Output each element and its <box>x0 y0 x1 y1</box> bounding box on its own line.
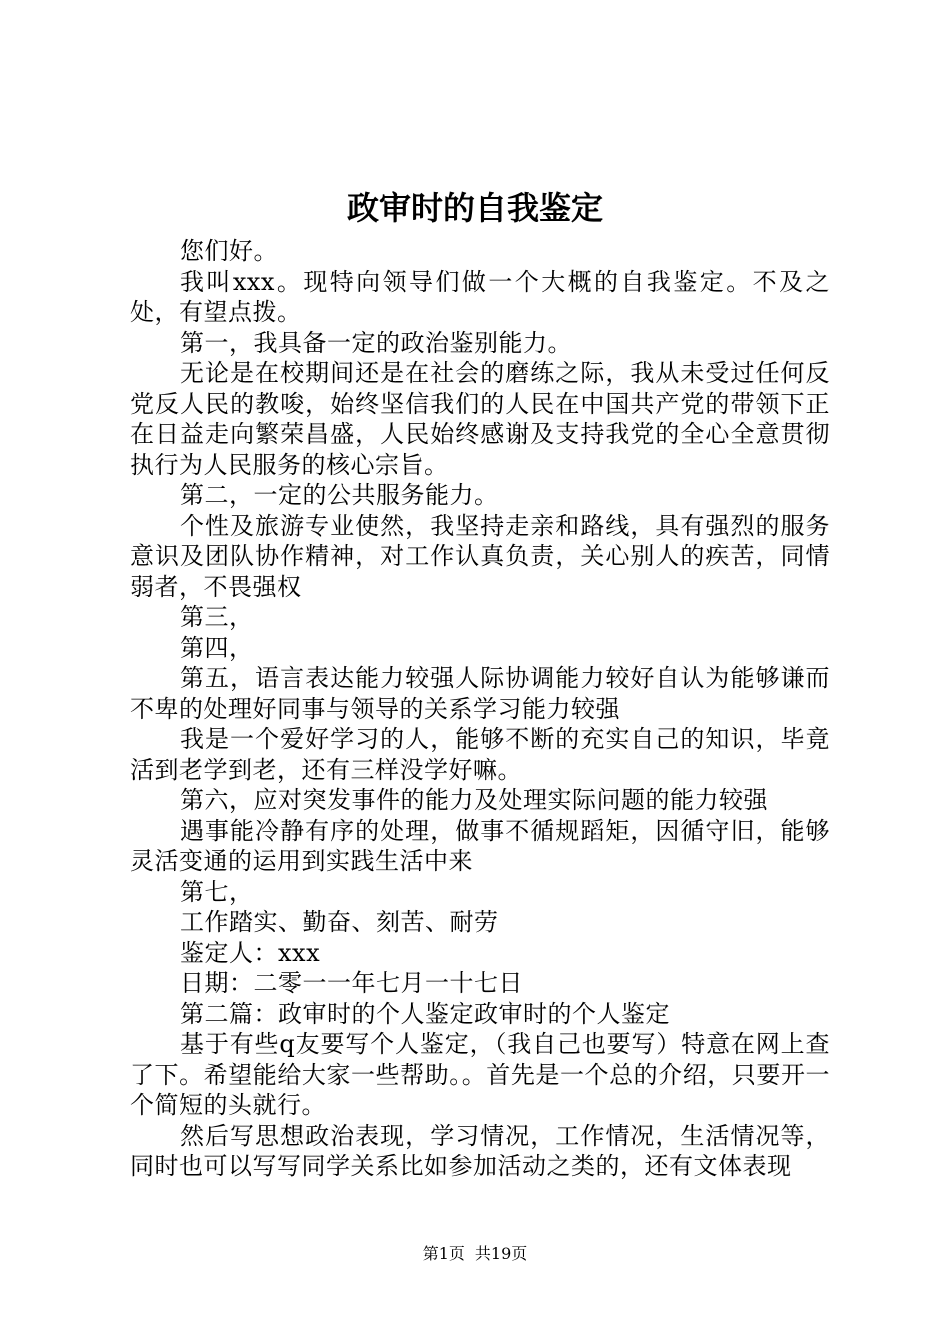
paragraph: 第四， <box>180 633 254 662</box>
paragraph: 鉴定人：xxx <box>180 938 321 967</box>
document-body <box>130 236 830 1182</box>
paragraph: 第五，语言表达能力较强人际协调能力较好自认为能够谦而不卑的处理好同事与领导的关系学习能力较强 <box>130 664 830 723</box>
page-number-current: 第1页 <box>422 1244 465 1263</box>
paragraph: 第六，应对突发事件的能力及处理实际问题的能力较强 <box>180 786 768 814</box>
paragraph: 然后写思想政治表现，学习情况，工作情况，生活情况等，同时也可以写写同学关系比如参加活动之类的，还有文体表现 <box>130 1121 830 1180</box>
paragraph: 第一，我具备一定的政治鉴别能力。 <box>180 328 572 357</box>
paragraph: 日期：二零一一年七月一十七日 <box>180 969 523 997</box>
paragraph: 第三， <box>180 603 254 631</box>
paragraph: 个性及旅游专业使然，我坚持走亲和路线，具有强烈的服务意识及团队协作精神，对工作认真负责，关心别人的疾苦，同情弱者，不畏强权 <box>130 511 830 601</box>
page-footer <box>0 1242 950 1266</box>
paragraph: 我是一个爱好学习的人，能够不断的充实自己的知识，毕竟活到老学到老，还有三样没学好嘛。 <box>130 725 830 784</box>
paragraph: 我叫xxx。现特向领导们做一个大概的自我鉴定。不及之处，有望点拨。 <box>130 267 830 326</box>
paragraph: 第二篇：政审时的个人鉴定政审时的个人鉴定 <box>180 999 670 1028</box>
page-number-total: 共19页 <box>474 1244 528 1263</box>
paragraph: 无论是在校期间还是在社会的磨练之际，我从未受过任何反党反人民的教唆，始终坚信我们的人民在中国共产党的带领下正在日益走向繁荣昌盛，人民始终感谢及支持我党的全心全意贯彻执行为人民服务的核心宗旨。 <box>130 359 830 479</box>
paragraph: 第二，一定的公共服务能力。 <box>180 481 499 509</box>
paragraph: 遇事能冷静有序的处理，做事不循规蹈矩，因循守旧，能够灵活变通的运用到实践生活中来 <box>130 816 830 875</box>
paragraph: 工作踏实、勤奋、刻苦、耐劳 <box>180 908 499 936</box>
paragraph: 您们好。 <box>180 237 278 265</box>
document-title: 政审时的自我鉴定 <box>346 189 603 227</box>
paragraph: 基于有些q友要写个人鉴定，（我自己也要写）特意在网上查了下。希望能给大家一些帮助。。首先是一个总的介绍，只要开一个简短的头就行。 <box>130 1030 830 1119</box>
paragraph: 第七， <box>180 877 254 906</box>
